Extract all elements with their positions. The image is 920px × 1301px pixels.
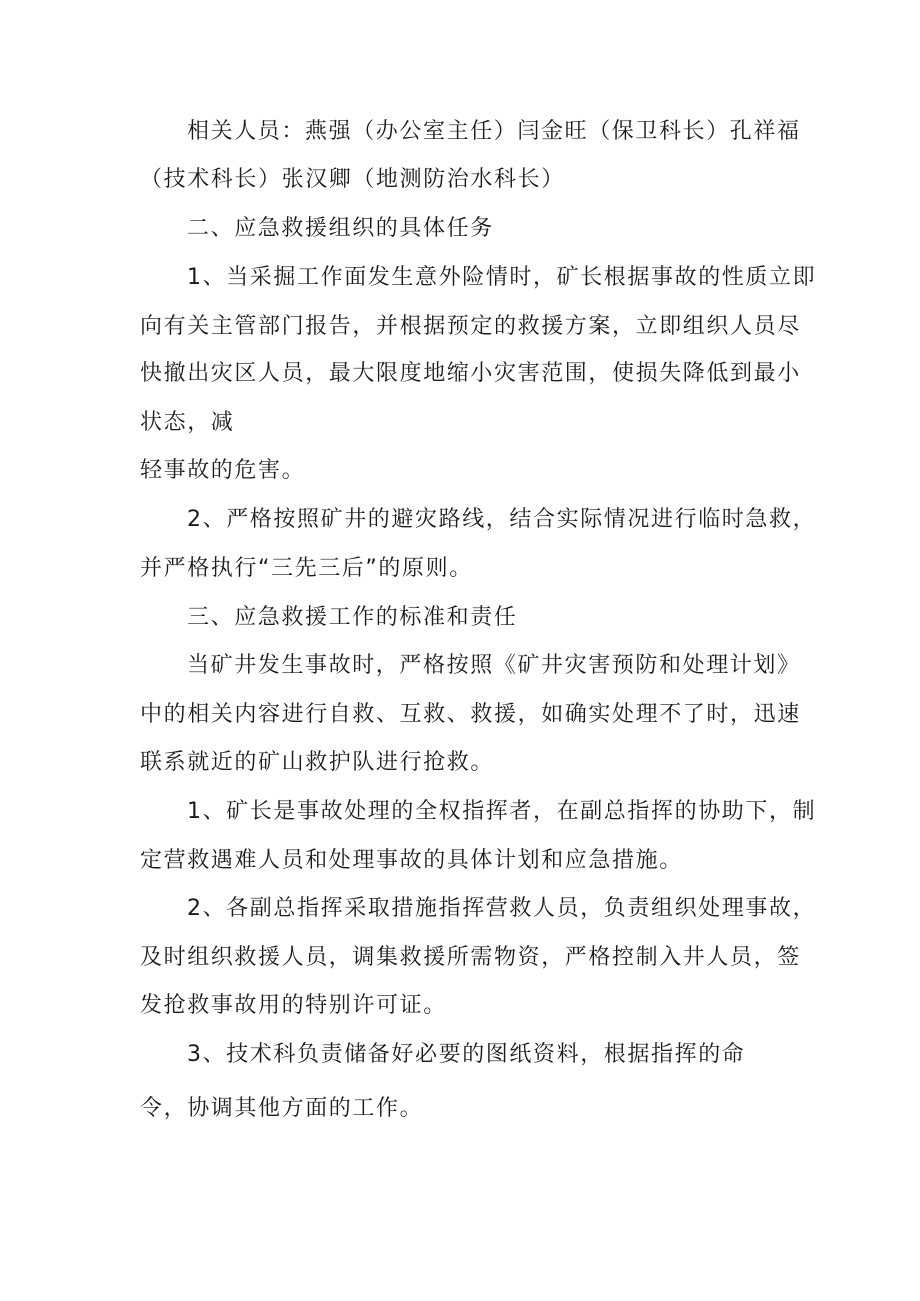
text-line: 1、矿长是事故处理的全权指挥者，在副总指挥的协助下，制 xyxy=(187,799,817,824)
section-heading: 二、应急救援组织的具体任务 xyxy=(187,216,494,241)
text-line: 令，协调其他方面的工作。 xyxy=(140,1096,424,1121)
text-line: 轻事故的危害。 xyxy=(140,458,306,483)
text-line: 状态，减 xyxy=(140,410,235,435)
text-line: 1、当采掘工作面发生意外险情时，矿长根据事故的性质立即 xyxy=(187,265,817,290)
text-line: （技术科长）张汉卿（地测防治水科长） xyxy=(140,167,565,192)
text-line: 相关人员：燕强（办公室主任）闫金旺（保卫科长）孔祥福 xyxy=(187,119,801,144)
text-line: 当矿井发生事故时，严格按照《矿井灾害预防和处理计划》 xyxy=(187,653,801,678)
section-heading: 三、应急救援工作的标准和责任 xyxy=(187,605,518,630)
text-line: 向有关主管部门报告，并根据预定的救援方案，立即组织人员尽 xyxy=(140,314,801,339)
text-line: 联系就近的矿山救护队进行抢救。 xyxy=(140,750,495,775)
text-line: 并严格执行“三先三后”的原则。 xyxy=(140,556,473,581)
text-line: 3、技术科负责储备好必要的图纸资料，根据指挥的命 xyxy=(187,1042,746,1067)
text-line: 及时组织救援人员，调集救援所需物资，严格控制入井人员，签 xyxy=(140,945,801,970)
text-line: 2、严格按照矿井的避灾路线，结合实际情况进行临时急救， xyxy=(187,507,817,532)
text-line: 快撤出灾区人员，最大限度地缩小灾害范围，使损失降低到最小 xyxy=(140,361,801,386)
text-line: 中的相关内容进行自救、互救、救援，如确实处理不了时，迅速 xyxy=(140,702,801,727)
text-line: 发抢救事故用的特别许可证。 xyxy=(140,993,447,1018)
text-line: 2、各副总指挥采取措施指挥营救人员，负责组织处理事故， xyxy=(187,896,817,921)
text-line: 定营救遇难人员和处理事故的具体计划和应急措施。 xyxy=(140,848,683,873)
